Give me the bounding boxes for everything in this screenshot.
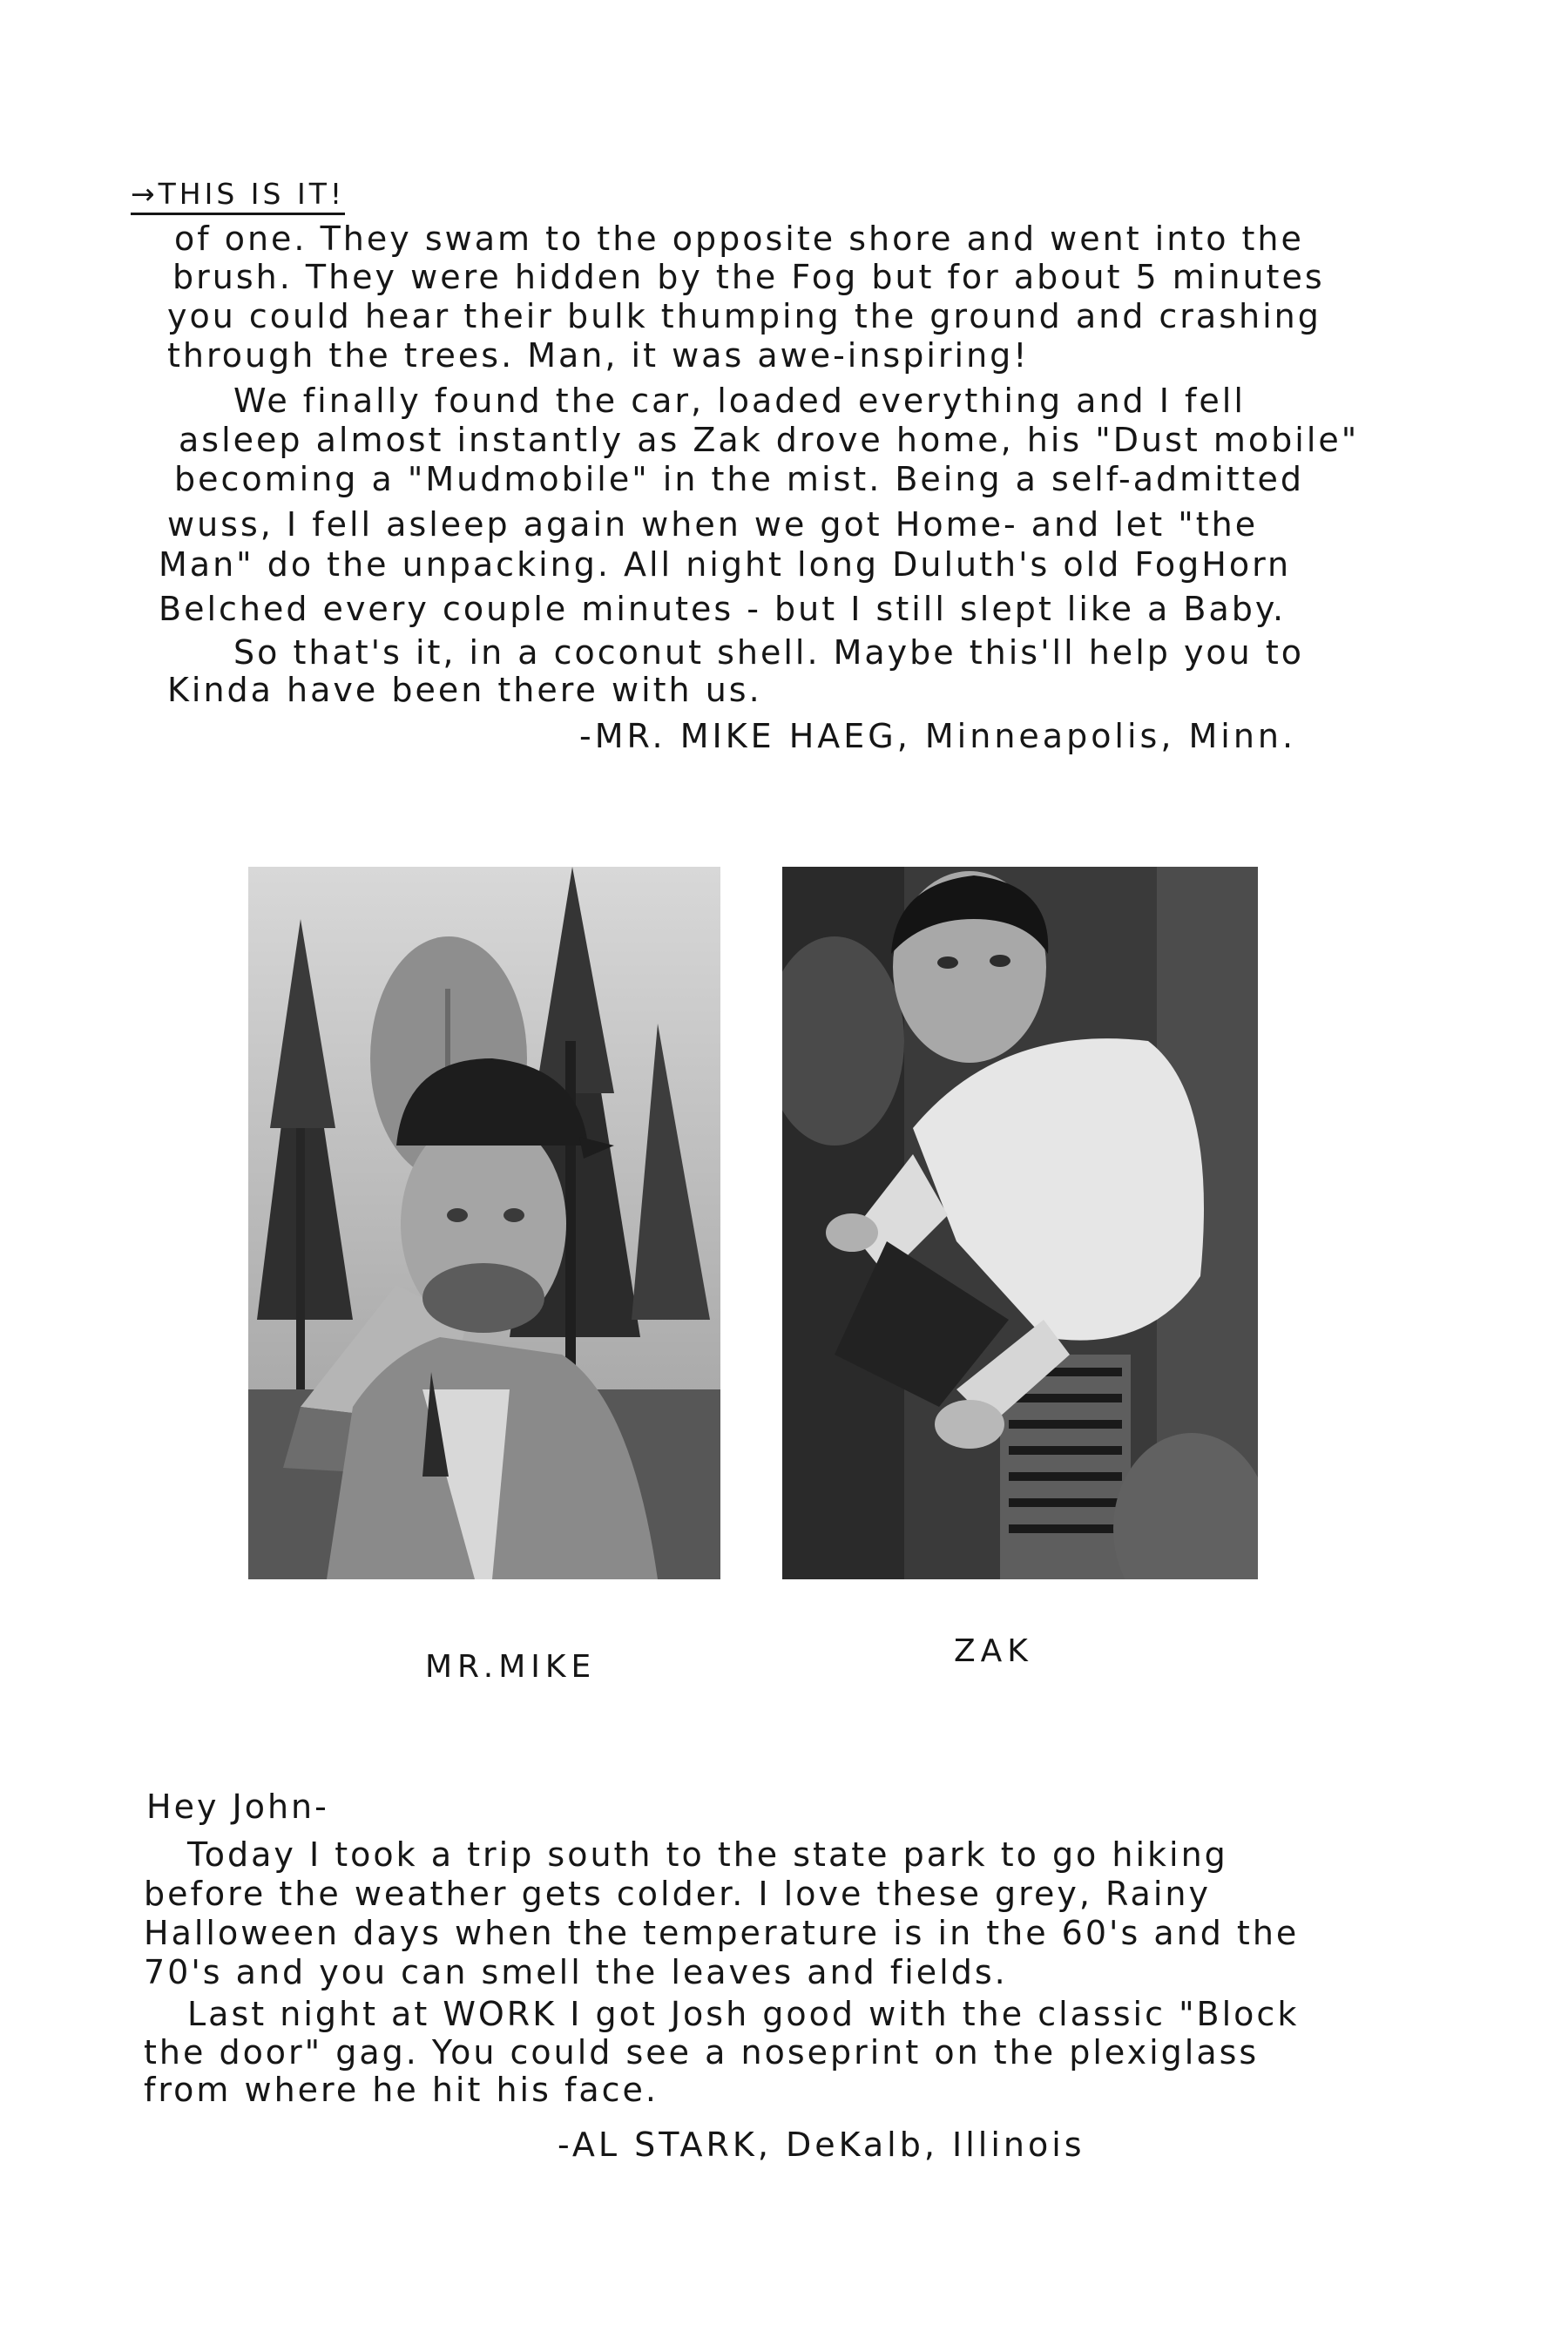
letter-one-line: asleep almost instantly as Zak drove home, his "Dust mobile" (179, 421, 1360, 459)
letter-one-line: Kinda have been there with us. (167, 671, 762, 709)
photo-mr-mike (248, 867, 720, 1579)
letter-one-line: wuss, I fell asleep again when we got Home- and let "the (167, 505, 1259, 544)
letter-one-signature: -MR. MIKE HAEG, Minneapolis, Minn. (579, 717, 1297, 755)
letter-two-line: Today I took a trip south to the state park to go hiking (187, 1835, 1228, 1874)
letter-two-line: Last night at WORK I got Josh good with the classic "Block (187, 1995, 1300, 2033)
letter-one-line: of one. They swam to the opposite shore and went into the (174, 220, 1304, 258)
photo-zak-image (782, 867, 1258, 1579)
letter-two-line: from where he hit his face. (144, 2071, 659, 2109)
letter-one-line: Man" do the unpacking. All night long Duluth's old FogHorn (159, 545, 1292, 584)
letter-two-line: Halloween days when the temperature is in the 60's and the (144, 1914, 1300, 1952)
letter-one-line: brush. They were hidden by the Fog but for about 5 minutes (172, 258, 1325, 296)
letter-one-line: becoming a "Mudmobile" in the mist. Being a self-admitted (174, 460, 1305, 498)
letter-two-signature: -AL STARK, DeKalb, Illinois (558, 2126, 1085, 2164)
caption-zak: ZAK (954, 1633, 1033, 1669)
letter-two-line: before the weather gets colder. I love these grey, Rainy (144, 1875, 1211, 1913)
letter-one-line: We finally found the car, loaded everything and I fell (233, 382, 1246, 420)
letter-two-line: the door" gag. You could see a noseprint on the plexiglass (144, 2033, 1260, 2072)
letter-one-line: Belched every couple minutes - but I still slept like a Baby. (159, 590, 1287, 628)
letter-one-line: So that's it, in a coconut shell. Maybe this'll help you to (233, 633, 1304, 672)
letter-two-line: 70's and you can smell the leaves and fields. (144, 1953, 1008, 1991)
letter-two-greeting: Hey John- (146, 1788, 329, 1826)
caption-mr-mike: MR.MIKE (425, 1649, 597, 1685)
photo-mr-mike-image (248, 867, 720, 1579)
photo-zak (782, 867, 1258, 1579)
letter-one-heading: →THIS IS IT! (131, 177, 345, 215)
letter-one-line: you could hear their bulk thumping the ground and crashing (167, 297, 1321, 335)
letter-one-line: through the trees. Man, it was awe-inspiring! (167, 336, 1030, 375)
